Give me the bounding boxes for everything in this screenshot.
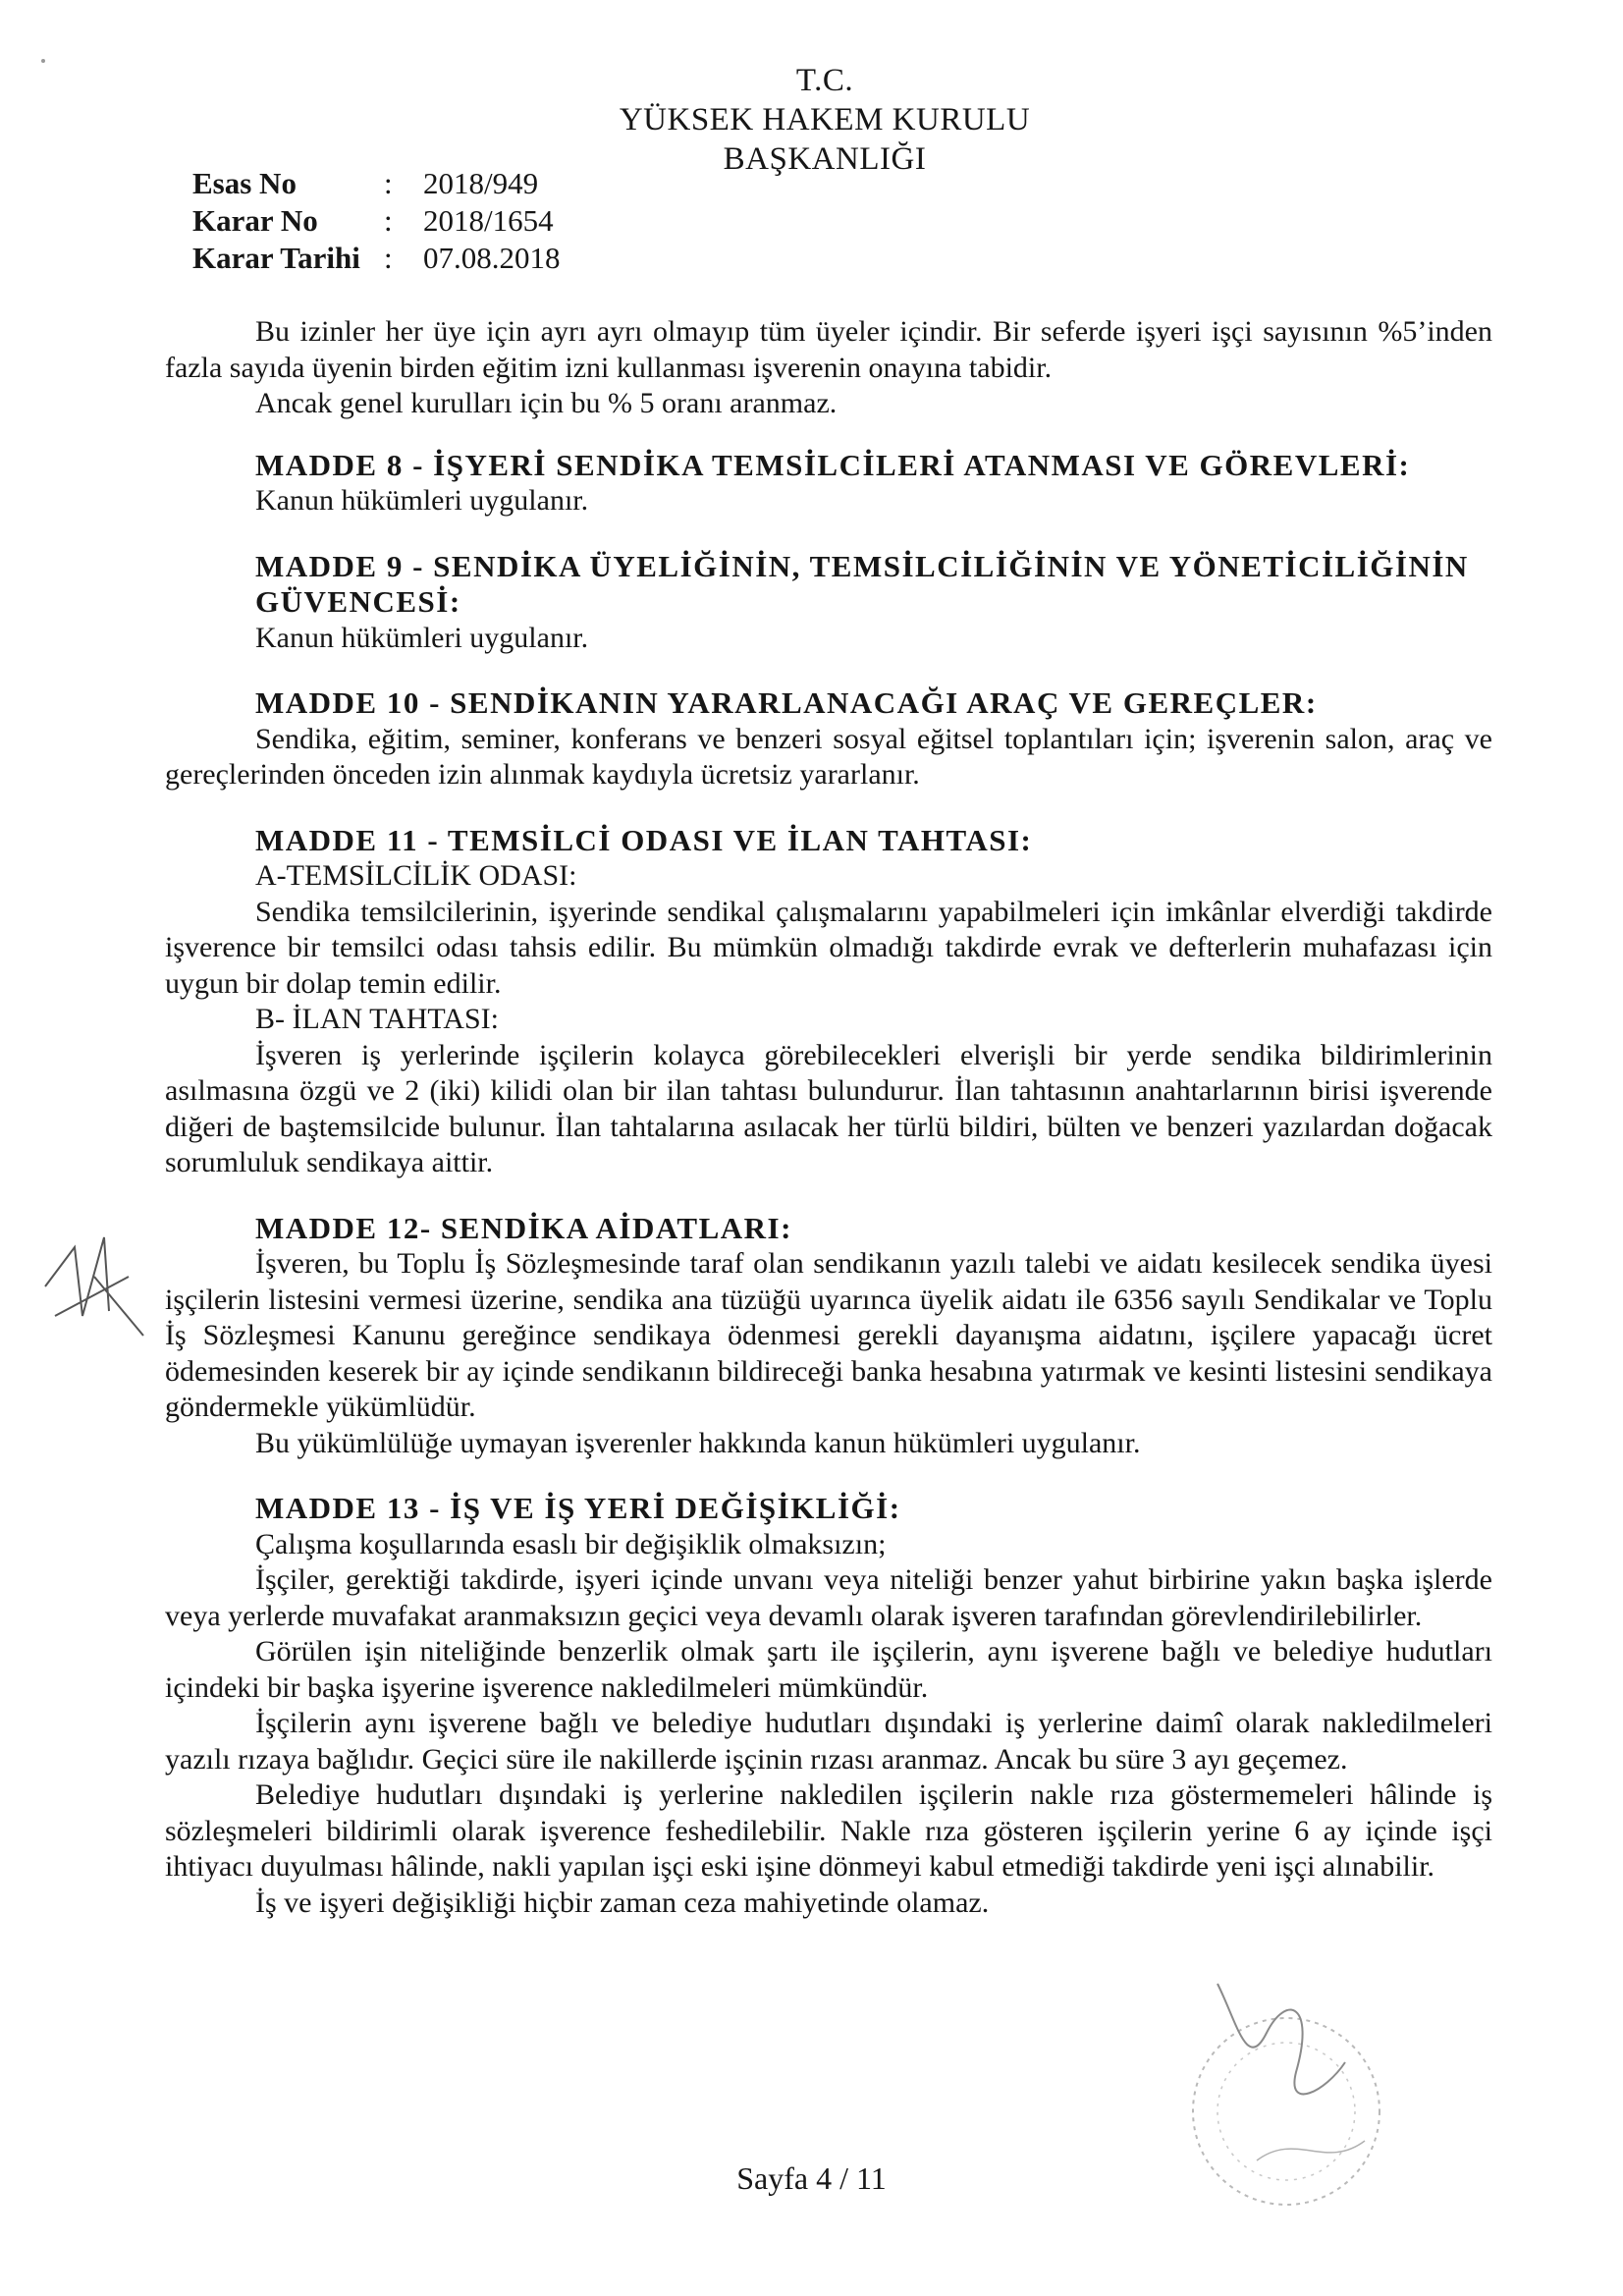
page-number: Sayfa 4 / 11	[736, 2160, 887, 2196]
meta-label: Karar Tarihi	[192, 241, 360, 275]
article-11-text-b: İşveren iş yerlerinde işçilerin kolayca görebilecekleri elverişli bir yerde sendika bildirimlerinin asılmasına özgü ve 2 (iki) kilidi olan bir ilan tahtası bulundurur. İlan tahtasının anahtarlarının birisi işverende diğeri de baştemsilcide bulunur. İlan tahtalarına asılacak her türlü bildiri, bülten ve benzeri yazılardan doğacak sorumluluk sendikaya aittir.	[165, 1038, 1492, 1178]
article-12-text-2: Bu yükümlülüğe uymayan işverenler hakkında kanun hükümleri uygulanır.	[255, 1426, 1141, 1459]
article-11-text-a: Sendika temsilcilerinin, işyerinde sendikal çalışmalarını yapabilmeleri için imkânlar elverdiği takdirde işverence bir temsilci odası tahsis edilir. Bu mümkün olmadığı takdirde evrak ve defterlerin muhafazası için uygun bir dolap temin edilir.	[165, 895, 1492, 1000]
article-12-heading: MADDE 12- SENDİKA AİDATLARI:	[255, 1210, 792, 1245]
article-13-text-1: Çalışma koşullarında esaslı bir değişiklik olmaksızın;	[255, 1527, 887, 1560]
article-13-heading: MADDE 13 - İŞ VE İŞ YERİ DEĞİŞİKLİĞİ:	[255, 1491, 901, 1525]
article-12-text: İşveren, bu Toplu İş Sözleşmesinde taraf olan sendikanın yazılı talebi ve aidatı kesilecek sendika üyesi işçilerin listesini vermesi üzerine, sendika ana tüzüğü uyarınca üyelik aidatı ile 6356 sayılı Sendikalar ve Toplu İş Sözleşmesi Kanunu gereğince sendikaya ödenmesi gerekli dayanışma aidatını, işçilere yapacağı ücret ödemesinden keserek bir ay içinde sendikanın bildireceği banka hesabına yatırmak ve kesinti listesini sendikaya göndermekle yükümlüdür.	[165, 1247, 1492, 1423]
document-body	[165, 314, 1492, 1921]
meta-row-esas	[192, 165, 561, 202]
article-13-text-2: İşçiler, gerektiği takdirde, işyeri içinde unvanı veya niteliği benzer yahut birbirine yakın başka işlerde veya yerlerde muvafakat aranmaksızın geçici veya devamlı olarak işveren tarafından görevlendirilebilirler.	[165, 1563, 1492, 1632]
meta-value: 2018/1654	[423, 203, 554, 238]
meta-row-karar	[192, 202, 561, 240]
article-13-text-5: Belediye hudutları dışındaki iş yerlerine nakledilen işçilerin nakle rıza göstermemeleri hâlinde iş sözleşmeleri bildirimli olarak işverence feshedilebilir. Nakle rıza gösteren işçilerin yerine 6 ay içinde işçi ihtiyacı duyulması hâlinde, nakli yapılan işçi eski işine dönmeyi kabul etmediği takdirde yeni işçi alınabilir.	[165, 1778, 1492, 1883]
article-10-text: Sendika, eğitim, seminer, konferans ve benzeri sosyal eğitsel toplantıları için; işverenin salon, araç ve gereçlerinden önceden izin alınmak kaydıyla ücretsiz yararlanır.	[165, 722, 1492, 791]
intro-paragraph-2: Ancak genel kurulları için bu % 5 oranı aranmaz.	[255, 387, 838, 419]
meta-value: 2018/949	[423, 166, 539, 200]
meta-separator: :	[384, 241, 393, 275]
scan-speck	[41, 59, 45, 63]
official-seal-icon	[1070, 1964, 1394, 2239]
article-9-text: Kanun hükümleri uygulanır.	[255, 621, 589, 654]
header-line-court: YÜKSEK HAKEM KURULU	[619, 102, 1031, 137]
case-metadata	[192, 165, 561, 277]
article-8-heading: MADDE 8 - İŞYERİ SENDİKA TEMSİLCİLERİ ATANMASI VE GÖREVLERİ:	[255, 447, 1411, 482]
meta-label: Karar No	[192, 203, 318, 238]
header-line-tc: T.C.	[795, 63, 854, 98]
meta-row-tarih	[192, 240, 561, 277]
article-13-text-6: İş ve işyeri değişikliği hiçbir zaman ceza mahiyetinde olamaz.	[255, 1886, 990, 1919]
document-header	[550, 61, 1100, 179]
handwritten-initials-icon	[35, 1218, 153, 1345]
article-9-heading: MADDE 9 - SENDİKA ÜYELİĞİNİN, TEMSİLCİLİĞİNİN VE YÖNETİCİLİĞİNİN GÜVENCESİ:	[255, 548, 1469, 619]
article-11-subheading-a: A-TEMSİLCİLİK ODASI:	[255, 859, 577, 892]
article-11-subheading-b: B- İLAN TAHTASI:	[255, 1003, 499, 1035]
article-11-heading: MADDE 11 - TEMSİLCİ ODASI VE İLAN TAHTASI:	[255, 822, 1033, 857]
article-8-text: Kanun hükümleri uygulanır.	[255, 484, 589, 517]
meta-separator: :	[384, 166, 393, 200]
article-13-text-3: Görülen işin niteliğinde benzerlik olmak şartı ile işçilerin, aynı işverene bağlı ve belediye hudutları içindeki bir başka işyerine işverence nakledilmeleri mümkündür.	[165, 1635, 1492, 1704]
article-10-heading: MADDE 10 - SENDİKANIN YARARLANACAĞI ARAÇ VE GEREÇLER:	[255, 685, 1318, 720]
meta-label: Esas No	[192, 166, 297, 200]
intro-paragraph: Bu izinler her üye için ayrı ayrı olmayıp tüm üyeler içindir. Bir seferde işyeri işçi sayısının %5’inden fazla sayıda üyenin birden eğitim izni kullanması işverenin onayına tabidir.	[165, 315, 1492, 384]
article-13-text-4: İşçilerin aynı işverene bağlı ve belediye hudutları dışındaki iş yerlerine daimî olarak nakledilmeleri yazılı rızaya bağlıdır. Geçici süre ile nakillerde işçinin rızası aranmaz. Ancak bu süre 3 ayı geçemez.	[165, 1707, 1492, 1776]
meta-separator: :	[384, 203, 393, 238]
header-line-presidency: BAŞKANLIĞI	[723, 141, 927, 177]
meta-value: 07.08.2018	[423, 241, 561, 275]
